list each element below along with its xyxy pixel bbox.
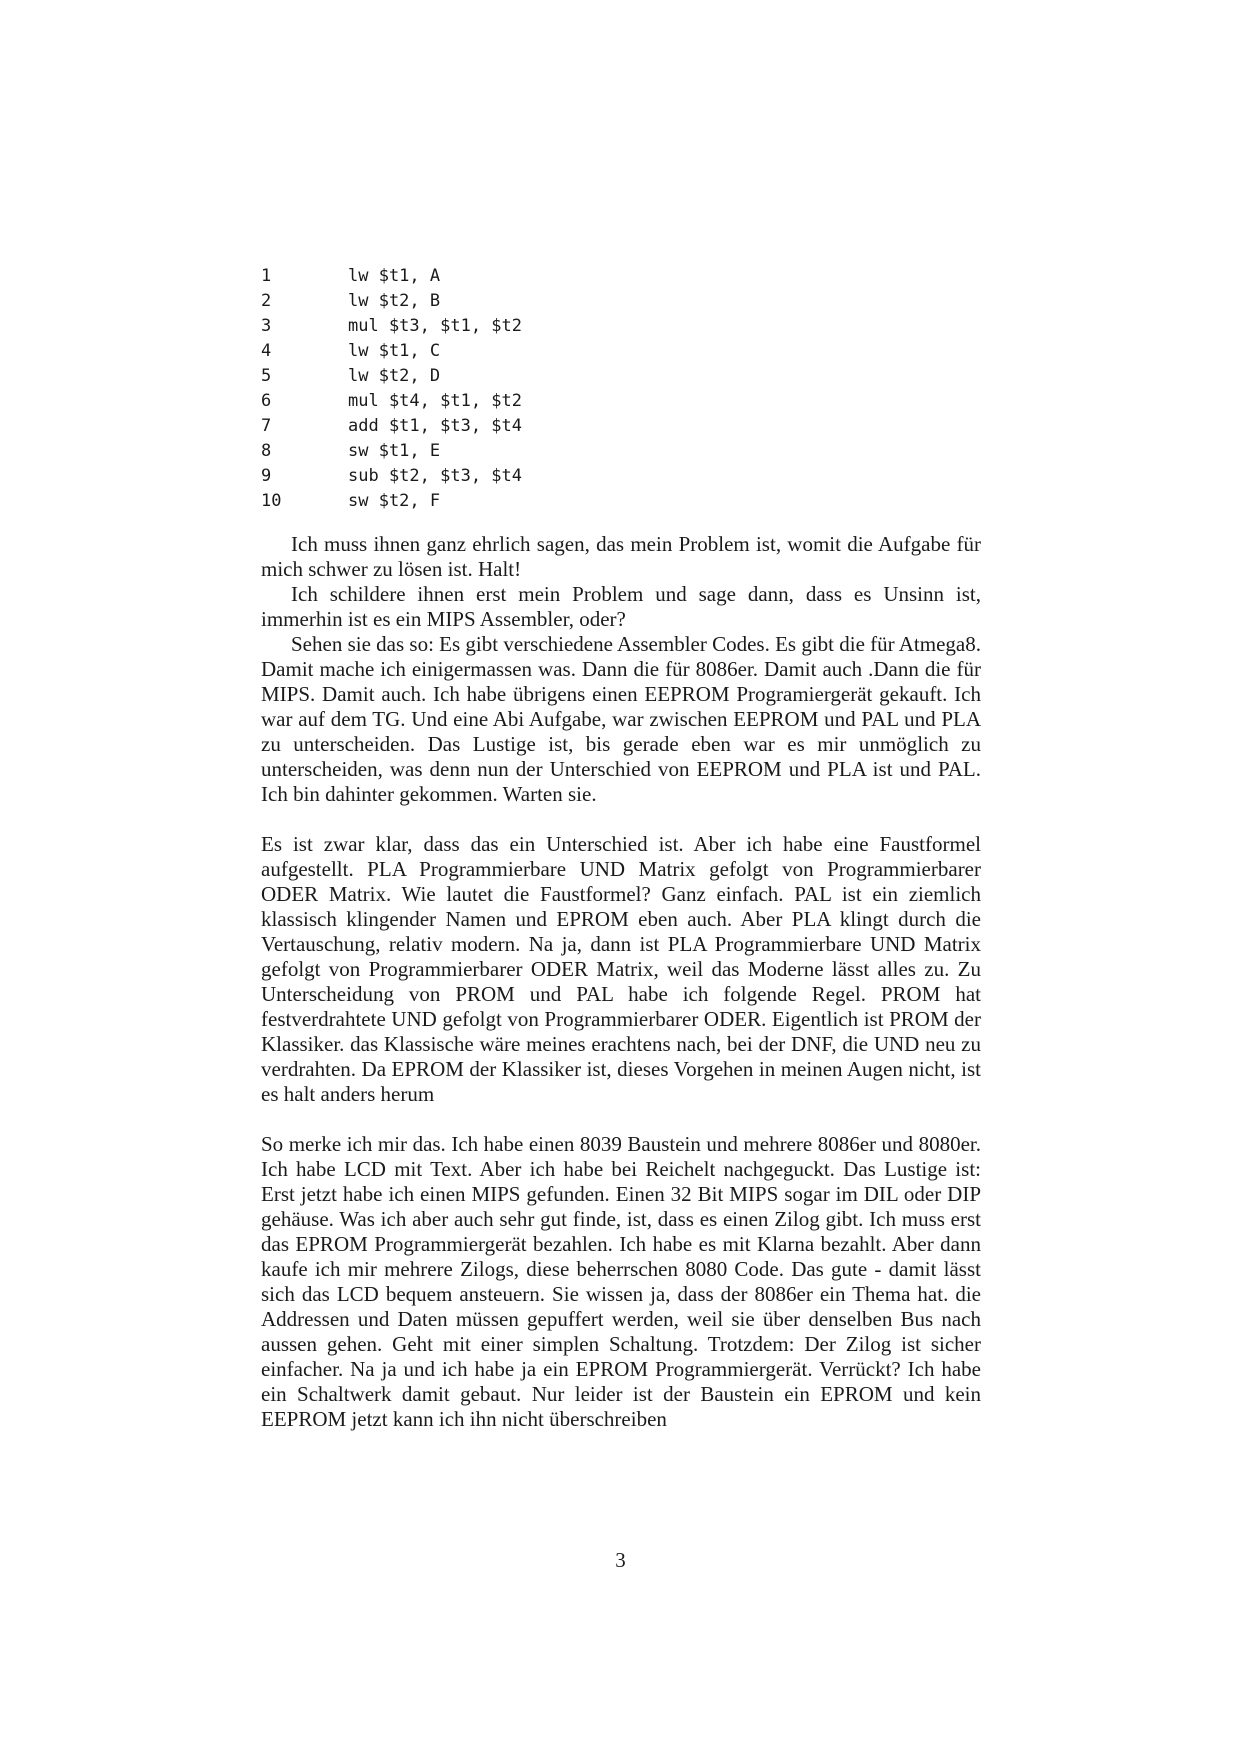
line-number: 10 <box>261 491 282 511</box>
code-line <box>261 289 981 314</box>
code-line <box>261 414 981 439</box>
code-line <box>261 339 981 364</box>
code-text: mul $t3, $t1, $t2 <box>348 316 522 336</box>
code-line <box>261 314 981 339</box>
paragraph-faustformel: Es ist zwar klar, dass das ein Unterschied ist. Aber ich habe eine Faustformel aufgestellt. PLA Programmierbare UND Matrix gefolgt von Programmierbarer ODER Matrix. Wie lautet die Faustformel? Ganz einfach. PAL ist ein ziemlich klassisch klingender Namen und EPROM eben auch. Aber PLA klingt durch die Vertauschung, relativ modern. Na ja, dann ist PLA Programmierbare UND Matrix gefolgt von Programmierbarer ODER Matrix, weil das Moderne lässt alles zu. Zu Unterscheidung von PROM und PAL habe ich folgende Regel. PROM hat festverdrahtete UND gefolgt von Programmierbarer ODER. Eigentlich ist PROM der Klassiker. das Klassische wäre meines erachtens nach, bei der DNF, die UND neu zu verdrahten. Da EPROM der Klassiker ist, dieses Vorgehen in meinen Augen nicht, ist es halt anders herum <box>261 832 981 1106</box>
code-line <box>261 464 981 489</box>
code-text: mul $t4, $t1, $t2 <box>348 391 522 411</box>
page-number: 3 <box>615 1548 626 1572</box>
line-number: 2 <box>261 291 272 311</box>
paragraph-assembler-codes: Sehen sie das so: Es gibt verschiedene Assembler Codes. Es gibt die für Atmega8. Damit mache ich einigermassen was. Dann die für 8086er. Damit auch .Dann die für MIPS. Damit auch. Ich habe übrigens einen EEPROM Programiergerät gekauft. Ich war auf dem TG. Und eine Abi Aufgabe, war zwischen EEPROM und PAL und PLA zu unterscheiden. Das Lustige ist, bis gerade eben war es mir unmöglich zu unterscheiden, was denn nun der Unterschied von EEPROM und PLA ist und PAL. Ich bin dahinter gekommen. Warten sie. <box>261 632 981 806</box>
line-number: 5 <box>261 366 272 386</box>
code-text: lw $t1, C <box>348 341 441 361</box>
body-text <box>261 532 981 1432</box>
code-line <box>261 489 981 514</box>
paragraph-explanation: Ich schildere ihnen erst mein Problem und sage dann, dass es Unsinn ist, immerhin ist es ein MIPS Assembler, oder? <box>261 582 981 631</box>
line-number: 4 <box>261 341 272 361</box>
code-text: sw $t1, E <box>348 441 441 461</box>
line-number: 6 <box>261 391 272 411</box>
code-line <box>261 439 981 464</box>
code-text: lw $t1, A <box>348 266 441 286</box>
code-listing <box>261 264 981 514</box>
code-text: lw $t2, B <box>348 291 441 311</box>
code-text: lw $t2, D <box>348 366 441 386</box>
line-number: 9 <box>261 466 272 486</box>
code-text: sub $t2, $t3, $t4 <box>348 466 522 486</box>
code-text: sw $t2, F <box>348 491 441 511</box>
code-line <box>261 364 981 389</box>
code-text: add $t1, $t3, $t4 <box>348 416 522 436</box>
code-line <box>261 264 981 289</box>
line-number: 7 <box>261 416 272 436</box>
line-number: 8 <box>261 441 272 461</box>
line-number: 3 <box>261 316 272 336</box>
paragraph-bausteine: So merke ich mir das. Ich habe einen 8039 Baustein und mehrere 8086er und 8080er. Ich habe LCD mit Text. Aber ich habe bei Reichelt nachgeguckt. Das Lustige ist: Erst jetzt habe ich einen MIPS gefunden. Einen 32 Bit MIPS sogar im DIL oder DIP gehäuse. Was ich aber auch sehr gut finde, ist, dass es einen Zilog gibt. Ich muss erst das EPROM Programmiergerät bezahlen. Ich habe es mit Klarna bezahlt. Aber dann kaufe ich mir mehrere Zilogs, diese beherrschen 8080 Code. Das gute - damit lässt sich das LCD bequem ansteuern. Sie wissen ja, dass der 8086er ein Thema hat. die Addressen und Daten müssen gepuffert werden, weil sie über denselben Bus nach aussen gehen. Geht mit einer simplen Schaltung. Trotzdem: Der Zilog ist sicher einfacher. Na ja und ich habe ja ein EPROM Programmiergerät. Verrückt? Ich habe ein Schaltwerk damit gebaut. Nur leider ist der Baustein ein EPROM und kein EEPROM jetzt kann ich ihn nicht überschreiben <box>261 1132 981 1431</box>
paragraph-problem: Ich muss ihnen ganz ehrlich sagen, das mein Problem ist, womit die Aufgabe für mich schwer zu lösen ist. Halt! <box>261 532 981 581</box>
code-line <box>261 389 981 414</box>
line-number: 1 <box>261 266 272 286</box>
